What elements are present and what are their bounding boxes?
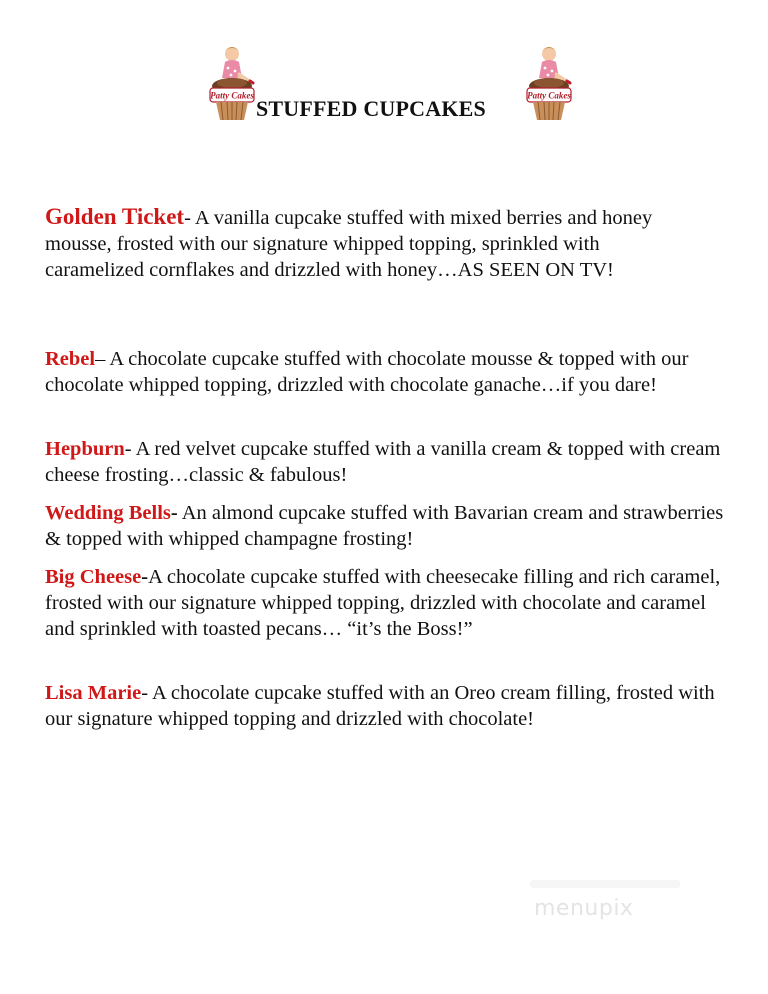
menu-item-big-cheese [45,564,735,642]
patty-cakes-logo [209,44,255,122]
item-name: Wedding Bells [45,502,171,524]
page-title: STUFFED CUPCAKES [256,96,486,121]
menu-header [0,40,768,130]
menu-item-wedding-bells [45,500,735,552]
item-separator: - [141,682,149,704]
patty-cakes-logo [526,44,572,122]
item-name: Lisa Marie [45,682,142,704]
item-separator: – [95,348,106,370]
item-name: Golden Ticket [45,204,185,229]
item-separator: - [124,438,132,460]
menu-item-golden-ticket [45,204,685,283]
logo-text: Patty Cakes [527,90,571,101]
item-description: A chocolate cupcake stuffed with an Oreo cream filling, frosted with our signature whipped topping and drizzled with chocolate! [45,682,715,730]
item-separator: - [170,502,178,524]
menu-item-lisa-marie [45,680,745,732]
item-name: Hepburn [45,438,125,460]
item-description: A vanilla cupcake stuffed with mixed berries and honey mousse, frosted with our signature whipped topping, sprinkled with caramelized cornflakes and drizzled with honey…AS SEEN ON TV! [45,207,653,281]
item-description: A red velvet cupcake stuffed with a vanilla cream & topped with cream cheese frosting…classic & fabulous! [45,438,721,486]
item-description: A chocolate cupcake stuffed with chocolate mousse & topped with our chocolate whipped topping, drizzled with chocolate ganache…if you dare! [45,348,689,396]
menu-item-hepburn [45,436,735,488]
watermark-bar [530,880,680,888]
item-name: Rebel [45,348,96,370]
item-separator: - [141,566,149,588]
logo-text: Patty Cakes [210,90,254,101]
menupix-watermark: menupix [534,896,634,921]
item-separator: - [184,207,191,229]
item-name: Big Cheese [45,566,142,588]
item-description: A chocolate cupcake stuffed with cheesecake filling and rich caramel, frosted with our signature whipped topping, drizzled with chocolate and caramel and sprinkled with toasted pecans… “it’s the Boss!” [45,566,721,640]
menu-item-rebel [45,346,735,398]
item-description: An almond cupcake stuffed with Bavarian cream and strawberries & topped with whipped champagne frosting! [45,502,724,550]
